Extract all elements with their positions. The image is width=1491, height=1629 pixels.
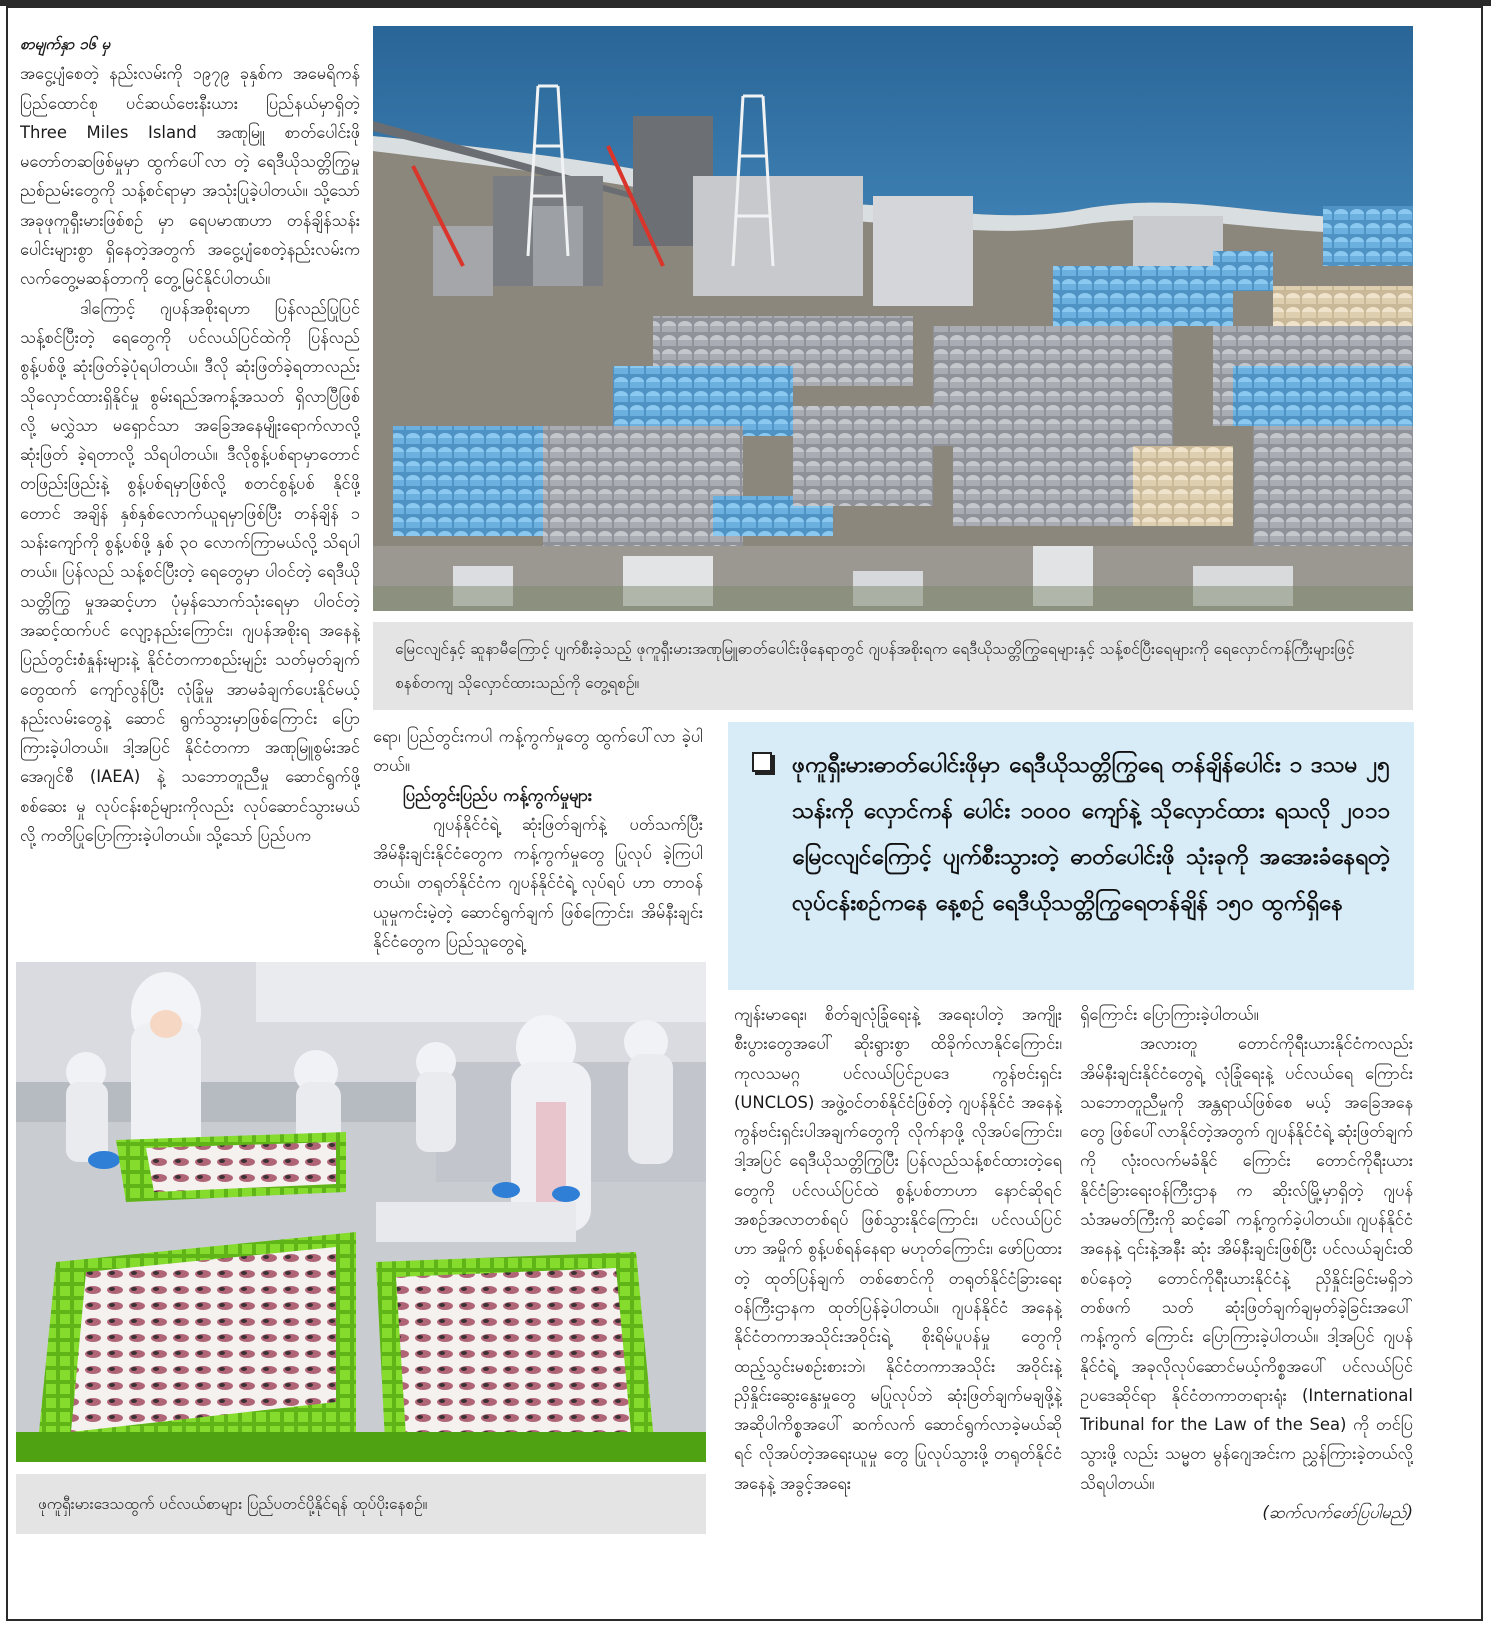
paragraph: အငွေ့ပျံစေတဲ့ နည်းလမ်းကို ၁၉၇၉ ခုနှစ်က အမေရိကန်ပြည်ထောင်စု ပင်ဆယ်ဗေးနီးယား ပြည်နယ်မှာရှိတဲ့ Three Miles Island အဏုမြူ စာတ်ပေါင်းဖို မတော်တဆဖြစ်မှုမှာ ထွက်ပေါ်လာ တဲ့ ရေဒီယိုသတ္တိကြွမှုညစ်ညမ်းတွေကို သန့်စင်ရာမှာ အသုံးပြုခဲ့ပါတယ်။ သို့သော် အခုဖုကူရှီးမားဖြစ်စဉ် မှာ ရေပမာဏဟာ တန်ချိန်သန်းပေါင်းများစွာ ရှိနေတဲ့အတွက် အငွေ့ပျံစေတဲ့နည်းလမ်းက လက်တွေ့မဆန်တာကို တွေ့မြင်နိုင်ပါတယ်။ <box>20 64 360 289</box>
paragraph: ဂျပန်နိုင်ငံရဲ့ ဆုံးဖြတ်ချက်နဲ့ ပတ်သက်ပြီး အိမ်နီးချင်းနိုင်ငံတွေက ကန့်ကွက်မှုတွေ ပြုလုပ် ခဲ့ကြပါတယ်။ တရုတ်နိုင်ငံက ဂျပန်နိုင်ငံရဲ့ လုပ်ရပ် ဟာ တာဝန်ယူမှုကင်းမဲ့တဲ့ ဆောင်ရွက်ချက် ဖြစ်ကြောင်း၊ အိမ်နီးချင်းနိုင်ငံတွေက ပြည်သူတွေရဲ့ <box>373 814 703 952</box>
pull-quote-box <box>728 722 1414 990</box>
continued-from-label: စာမျက်နှာ ၁၆ မှ <box>20 35 111 53</box>
paragraph: ဒါကြောင့် ဂျပန်အစိုးရဟာ ပြန်လည်ပြုပြင် သန့်စင်ပြီးတဲ့ ရေတွေကို ပင်လယ်ပြင်ထဲကို ပြန်လည်စွန့်ပစ်ဖို့ ဆုံးဖြတ်ခဲ့ပုံရပါတယ်။ ဒီလို ဆုံးဖြတ်ခဲ့ရတာလည်း သိုလှောင်ထားရှိနိုင်မှု စွမ်းရည်အကန့်အသတ် ရှိလာပြီဖြစ်လို့ မလွှဲသာ မရှောင်သာ အခြေအနေမျိုးရောက်လာလို့ ဆုံးဖြတ် ခဲ့ရတာလို့ သိရပါတယ်။ ဒီလိုစွန့်ပစ်ရာမှာတောင် တဖြည်းဖြည်းနဲ့ စွန့်ပစ်ရမှာဖြစ်လို့ စတင်စွန့်ပစ် နိုင်ဖို့တောင် အချိန် နှစ်နှစ်လောက်ယူရမှာဖြစ်ပြီး တန်ချိန် ၁ သန်းကျော်ကို စွန့်ပစ်ဖို့ နှစ် ၃၀ လောက်ကြာမယ်လို့ သိရပါတယ်။ ပြန်လည် သန့်စင်ပြီးတဲ့ ရေတွေမှာ ပါဝင်တဲ့ ရေဒီယိုသတ္တိကြွ မှုအဆင့်ဟာ ပုံမှန်သောက်သုံးရေမှာ ပါဝင်တဲ့ အဆင့်ထက်ပင် လျော့နည်းကြောင်း၊ ဂျပန်အစိုးရ အနေနဲ့ ပြည်တွင်းစံနှုန်းများနဲ့ နိုင်ငံတကာစည်းမျဉ်း သတ်မှတ်ချက်တွေထက် ကျော်လွန်ပြီး လုံခြုံမှု အာမခံချက်ပေးနိုင်မယ့် နည်းလမ်းတွေနဲ့ ဆောင် ရွက်သွားမှာဖြစ်ကြောင်း ပြောကြားခဲ့ပါတယ်။ ဒါ့အပြင် နိုင်ငံတကာ အဏုမြူစွမ်းအင်အေဂျင်စီ (IAEA) နဲ့ သဘောတူညီမှု ဆောင်ရွက်ဖို့စစ်ဆေး မှု လုပ်ငန်းစဉ်များကိုလည်း လုပ်ဆောင်သွားမယ်လို့ ကတိပြုပြောကြားခဲ့ပါတယ်။ သို့သော် ပြည်ပက <box>20 298 360 846</box>
seafood-packing-photo <box>16 962 706 1462</box>
photo-caption-2: ဖုကူရှီးမားဒေသထွက် ပင်လယ်စာများ ပြည်ပတင်ပို့နိုင်ရန် ထုပ်ပိုးနေစဉ်။ <box>16 1474 706 1534</box>
paragraph: အလားတူ တောင်ကိုရီးယားနိုင်ငံကလည်း အိမ်နီးချင်းနိုင်ငံတွေရဲ့ လုံခြုံရေးနဲ့ ပင်လယ်ရေ ကြောင်း သဘောတူညီမှုကို အန္တရာယ်ဖြစ်စေ မယ့် အခြေအနေတွေ ဖြစ်ပေါ်လာနိုင်တဲ့အတွက် ဂျပန်နိုင်ငံရဲ့ ဆုံးဖြတ်ချက်ကို လုံးဝလက်မခံနိုင် ကြောင်း တောင်ကိုရီးယားနိုင်ငံခြားရေးဝန်ကြီးဌာန က ဆိုးလ်မြို့မှာရှိတဲ့ ဂျပန်သံအမတ်ကြီးကို ဆင့်ခေါ် ကန့်ကွက်ခဲ့ပါတယ်။ ဂျပန်နိုင်ငံအနေနဲ့ ၎င်းနဲ့အနီး ဆုံး အိမ်နီးချင်းဖြစ်ပြီး ပင်လယ်ချင်းထိစပ်နေတဲ့ တောင်ကိုရီးယားနိုင်ငံနဲ့ ညှိနှိုင်းခြင်းမရှိဘဲ တစ်ဖက် သတ် ဆုံးဖြတ်ချက်ချမှတ်ခဲ့ခြင်းအပေါ် ကန့်ကွက် ကြောင်း ပြောကြားခဲ့ပါတယ်။ ဒါ့အပြင် ဂျပန်နိုင်ငံရဲ့ အခုလိုလုပ်ဆောင်မယ့်ကိစ္စအပေါ် ပင်လယ်ပြင် ဥပဒေဆိုင်ရာ နိုင်ငံတကာတရားရုံး (International Tribunal for the Law of the Sea) ကို တင်ပြသွားဖို့ လည်း သမ္မတ မွန်ဂျေအင်းက ညွှန်ကြားခဲ့တယ်လို့ သိရပါတယ်။ <box>1080 1034 1413 1493</box>
article-column-3 <box>734 1000 1062 1612</box>
section-subhead: ပြည်တွင်းပြည်ပ ကန့်ကွက်မှုများ <box>403 785 592 805</box>
checkbox-bullet-icon <box>752 752 772 772</box>
paragraph: ကျန်းမာရေး၊ စိတ်ချလုံခြုံရေးနဲ့ အရေးပါတဲ့ အကျိုး စီးပွားတွေအပေါ် ဆိုးရွားစွာ ထိခိုက်လာနိုင်ကြောင်း၊ ကုလသမဂ္ဂ ပင်လယ်ပြင်ဥပဒေ ကွန်ဗင်းရှင်း (UNCLOS) အဖွဲ့ဝင်တစ်နိုင်ငံဖြစ်တဲ့ ဂျပန်နိုင်ငံ အနေနဲ့ ကွန်ဗင်းရှင်းပါအချက်တွေကို လိုက်နာဖို့ လိုအပ်ကြောင်း၊ ဒါ့အပြင် ရေဒီယိုသတ္တိကြွပြီး ပြန်လည်သန့်စင်ထားတဲ့ရေတွေကို ပင်လယ်ပြင်ထဲ စွန့်ပစ်တာဟာ နောင်ဆိုရင် အစဉ်အလာတစ်ရပ် ဖြစ်သွားနိုင်ကြောင်း၊ ပင်လယ်ပြင်ဟာ အမှိုက် စွန့်ပစ်ရန်နေရာ မဟုတ်ကြောင်း၊ ဖော်ပြထားတဲ့ ထုတ်ပြန်ချက် တစ်စောင်ကို တရုတ်နိုင်ငံခြားရေး ဝန်ကြီးဌာနက ထုတ်ပြန်ခဲ့ပါတယ်။ ဂျပန်နိုင်ငံ အနေနဲ့ နိုင်ငံတကာအသိုင်းအဝိုင်းရဲ့ စိုးရိမ်ပူပန်မှု တွေကို ထည့်သွင်းမစဉ်းစားဘဲ၊ နိုင်ငံတကာအသိုင်း အဝိုင်းနဲ့ ညှိနှိုင်းဆွေးနွေးမှုတွေ မပြုလုပ်ဘဲ ဆုံးဖြတ်ချက်မချဖို့နဲ့ အဆိုပါကိစ္စအပေါ် ဆက်လက် ဆောင်ရွက်လာခဲ့မယ်ဆိုရင် လိုအပ်တဲ့အရေးယူမှု တွေ ပြုလုပ်သွားဖို့ တရုတ်နိုင်ငံအနေနဲ့ အခွင့်အရေး <box>734 1005 1062 1493</box>
article-column-4 <box>1080 1000 1413 1612</box>
photo-caption-1: မြေငလျင်နှင့် ဆူနာမီကြောင့် ပျက်စီးခဲ့သည့် ဖုကူရှီးမားအဏုမြူဓာတ်ပေါင်းဖိုနေရာတွင် ဂျပန်အစိုးရက ရေဒီယိုသတ္တိကြွရေများနှင့် သန့်စင်ပြီးရေများကို ရေလှောင်ကန်ကြီးများဖြင့် စနစ်တကျ သိုလှောင်ထားသည်ကို တွေ့ရစဉ်။ <box>373 622 1413 710</box>
paragraph: ရော၊ ပြည်တွင်းကပါ ကန့်ကွက်မှုတွေ ထွက်ပေါ်လာ ခဲ့ပါတယ်။ <box>373 727 703 776</box>
article-column-1 <box>20 30 360 960</box>
paragraph: ရှိကြောင်း ပြောကြားခဲ့ပါတယ်။ <box>1080 1005 1259 1024</box>
fukushima-plant-photo <box>373 26 1413 611</box>
continued-to-label: (ဆက်လက်ဖော်ပြပါမည်) <box>1262 1503 1413 1523</box>
article-column-2 <box>373 722 703 957</box>
pull-quote-text: ဖုကူရှီးမားဓာတ်ပေါင်းဖိုမှာ ရေဒီယိုသတ္တိကြွရေ တန်ချိန်ပေါင်း ၁ ဒသမ ၂၅ သန်းကို လှောင်ကန် ပေါင်း ၁၀၀၀ ကျော်နဲ့ သိုလှောင်ထား ရသလို ၂၀၁၁ မြေငလျင်ကြောင့် ပျက်စီးသွားတဲ့ ဓာတ်ပေါင်းဖို သုံးခုကို အအေးခံနေရတဲ့လုပ်ငန်းစဉ်ကနေ နေ့စဉ် ရေဒီယိုသတ္တိကြွရေတန်ချိန် ၁၅၀ ထွက်ရှိနေ <box>792 752 1390 916</box>
